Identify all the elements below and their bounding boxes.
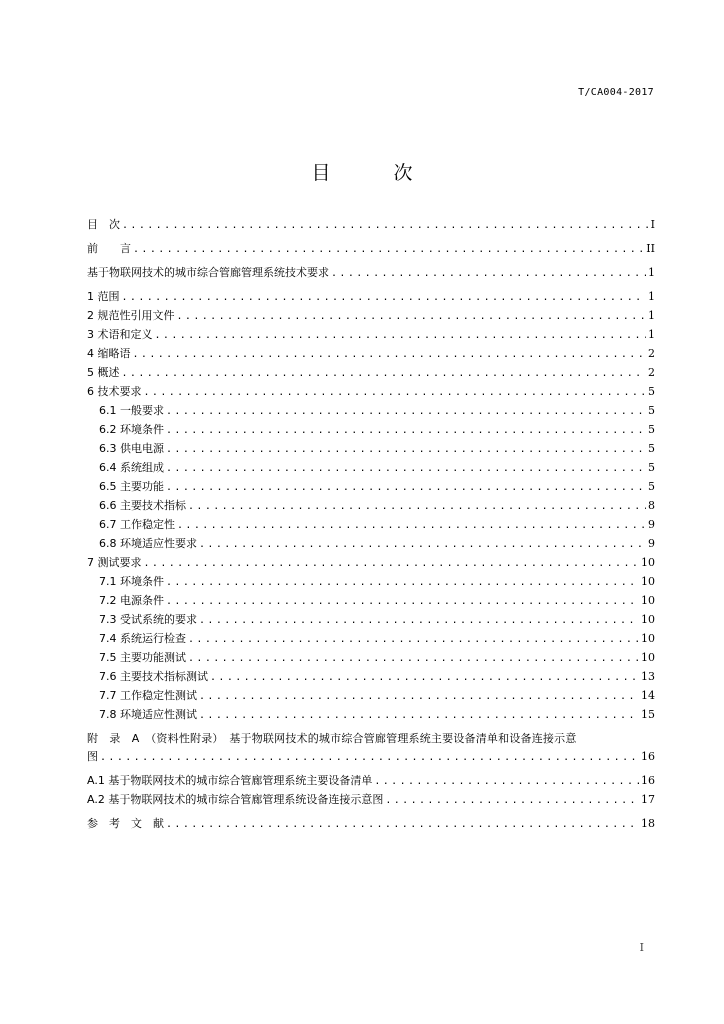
toc-entry-section-6-7[interactable] — [87, 518, 655, 532]
toc-entry-label: 图 — [87, 750, 98, 763]
toc-entry-label: 7.5 主要功能测试 — [99, 651, 186, 664]
toc-entry-label: 4 缩略语 — [87, 347, 131, 360]
toc-leader-dots — [100, 751, 639, 764]
toc-entry-page: 17 — [641, 793, 655, 806]
toc-entry-page: 1 — [648, 290, 655, 303]
toc-entry-label: 6.4 系统组成 — [99, 461, 164, 474]
toc-entry-label: 7.6 主要技术指标测试 — [99, 670, 208, 683]
toc-leader-dots — [374, 775, 639, 788]
toc-entry-section-6-5[interactable] — [87, 480, 655, 494]
toc-leader-dots — [331, 267, 646, 280]
toc-entry-section-7-8[interactable] — [87, 708, 655, 722]
toc-entry-label: 1 范围 — [87, 290, 120, 303]
toc-leader-dots — [188, 633, 639, 646]
toc-leader-dots — [155, 329, 647, 342]
toc-entry-section-6-1[interactable] — [87, 404, 655, 418]
toc-leader-dots — [166, 595, 639, 608]
toc-entry-page: 5 — [648, 404, 655, 417]
toc-leader-dots — [385, 794, 639, 807]
toc-leader-dots — [166, 424, 646, 437]
toc-entry-page: 10 — [641, 632, 655, 645]
toc-entry-section-2[interactable] — [87, 309, 655, 323]
toc-leader-dots — [188, 652, 639, 665]
toc-entry-references[interactable] — [87, 817, 655, 831]
toc-entry-label: 6.6 主要技术指标 — [99, 499, 186, 512]
document-code: T/CA004-2017 — [578, 87, 654, 98]
toc-entry-page: 2 — [648, 366, 655, 379]
toc-entry-section-1[interactable] — [87, 290, 655, 304]
toc-entry-page: 5 — [648, 461, 655, 474]
toc-entry-label: A.2 基于物联网技术的城市综合管廊管理系统设备连接示意图 — [87, 793, 384, 806]
toc-leader-dots — [199, 709, 639, 722]
toc-entry-label: A.1 基于物联网技术的城市综合管廊管理系统主要设备清单 — [87, 774, 373, 787]
toc-entry-page: 5 — [648, 480, 655, 493]
toc-entry-contents[interactable] — [87, 218, 655, 232]
toc-entry-page: 10 — [641, 651, 655, 664]
toc-entry-page: 10 — [641, 556, 655, 569]
toc-entry-page: 2 — [648, 347, 655, 360]
toc-entry-appendix-a[interactable] — [87, 732, 655, 764]
toc-entry-label: 7.3 受试系统的要求 — [99, 613, 197, 626]
toc-entry-label: 2 规范性引用文件 — [87, 309, 175, 322]
toc-entry-page: II — [646, 242, 655, 255]
toc-entry-label: 6.1 一般要求 — [99, 404, 164, 417]
toc-entry-section-6-8[interactable] — [87, 537, 655, 551]
toc-leader-dots — [199, 538, 646, 551]
toc-leader-dots — [133, 243, 644, 256]
toc-entry-section-6-3[interactable] — [87, 442, 655, 456]
toc-leader-dots — [166, 405, 646, 418]
toc-leader-dots — [177, 519, 646, 532]
toc-entry-label: 参 考 文 献 — [87, 817, 164, 830]
toc-entry-page: 5 — [648, 423, 655, 436]
toc-entry-label: 6.7 工作稳定性 — [99, 518, 175, 531]
toc-entry-section-7-2[interactable] — [87, 594, 655, 608]
toc-entry-page: 9 — [648, 518, 655, 531]
toc-entry-page: 16 — [641, 750, 655, 763]
toc-list — [87, 218, 655, 831]
toc-leader-dots — [122, 219, 649, 232]
page-number: I — [639, 941, 644, 954]
toc-entry-section-6[interactable] — [87, 385, 655, 399]
toc-leader-dots — [166, 576, 639, 589]
toc-title: 目 次 — [311, 162, 435, 184]
toc-leader-dots — [144, 557, 640, 570]
toc-leader-dots — [144, 386, 647, 399]
toc-entry-main-title[interactable] — [87, 266, 655, 280]
toc-entry-page: 16 — [641, 774, 655, 787]
toc-entry-label: 附 录 A （资料性附录） 基于物联网技术的城市综合管廊管理系统主要设备清单和设备连接示意 — [87, 732, 577, 745]
toc-leader-dots — [122, 291, 647, 304]
toc-entry-section-7[interactable] — [87, 556, 655, 570]
toc-entry-continuation — [87, 750, 655, 764]
toc-entry-label: 目 次 — [87, 218, 120, 231]
toc-entry-page: 10 — [641, 594, 655, 607]
toc-entry-page: 13 — [641, 670, 655, 683]
toc-entry-page: 1 — [648, 309, 655, 322]
toc-entry-page: 5 — [648, 385, 655, 398]
toc-entry-section-7-3[interactable] — [87, 613, 655, 627]
toc-entry-label: 6.8 环境适应性要求 — [99, 537, 197, 550]
toc-entry-appendix-a-1[interactable] — [87, 774, 655, 788]
toc-leader-dots — [122, 367, 647, 380]
toc-entry-section-5[interactable] — [87, 366, 655, 380]
toc-entry-label: 7.7 工作稳定性测试 — [99, 689, 197, 702]
toc-leader-dots — [210, 671, 639, 684]
toc-leader-dots — [199, 690, 639, 703]
toc-entry-label: 5 概述 — [87, 366, 120, 379]
toc-entry-section-4[interactable] — [87, 347, 655, 361]
toc-entry-section-3[interactable] — [87, 328, 655, 342]
toc-entry-section-7-7[interactable] — [87, 689, 655, 703]
toc-leader-dots — [133, 348, 647, 361]
toc-entry-label: 基于物联网技术的城市综合管廊管理系统技术要求 — [87, 266, 329, 279]
toc-entry-label: 6.2 环境条件 — [99, 423, 164, 436]
toc-entry-label: 7.4 系统运行检查 — [99, 632, 186, 645]
toc-entry-section-7-4[interactable] — [87, 632, 655, 646]
toc-leader-dots — [199, 614, 639, 627]
toc-entry-section-6-4[interactable] — [87, 461, 655, 475]
toc-entry-label: 前 言 — [87, 242, 131, 255]
toc-leader-dots — [166, 462, 646, 475]
toc-entry-page: 15 — [641, 708, 655, 721]
toc-entry-label: 6 技术要求 — [87, 385, 142, 398]
toc-entry-section-7-1[interactable] — [87, 575, 655, 589]
toc-entry-label: 7.2 电源条件 — [99, 594, 164, 607]
toc-entry-label: 6.5 主要功能 — [99, 480, 164, 493]
toc-leader-dots — [166, 443, 646, 456]
toc-entry-page: 5 — [648, 442, 655, 455]
toc-entry-label: 7.1 环境条件 — [99, 575, 164, 588]
toc-entry-page: 10 — [641, 613, 655, 626]
toc-entry-page: 1 — [648, 328, 655, 341]
toc-entry-label: 3 术语和定义 — [87, 328, 153, 341]
toc-entry-section-7-5[interactable] — [87, 651, 655, 665]
toc-entry-page: 14 — [641, 689, 655, 702]
toc-leader-dots — [177, 310, 647, 323]
toc-entry-label: 7 测试要求 — [87, 556, 142, 569]
toc-leader-dots — [188, 500, 646, 513]
toc-entry-page: 8 — [648, 499, 655, 512]
toc-leader-dots — [166, 818, 639, 831]
toc-entry-page: 10 — [641, 575, 655, 588]
toc-entry-section-7-6[interactable] — [87, 670, 655, 684]
toc-entry-foreword[interactable] — [87, 242, 655, 256]
toc-entry-page: 1 — [648, 266, 655, 279]
toc-entry-appendix-a-2[interactable] — [87, 793, 655, 807]
toc-entry-label: 7.8 环境适应性测试 — [99, 708, 197, 721]
toc-entry-label: 6.3 供电电源 — [99, 442, 164, 455]
toc-entry-page: 18 — [641, 817, 655, 830]
toc-entry-section-6-2[interactable] — [87, 423, 655, 437]
toc-leader-dots — [166, 481, 646, 494]
toc-entry-page: I — [650, 218, 655, 231]
toc-entry-page: 9 — [648, 537, 655, 550]
toc-entry-section-6-6[interactable] — [87, 499, 655, 513]
